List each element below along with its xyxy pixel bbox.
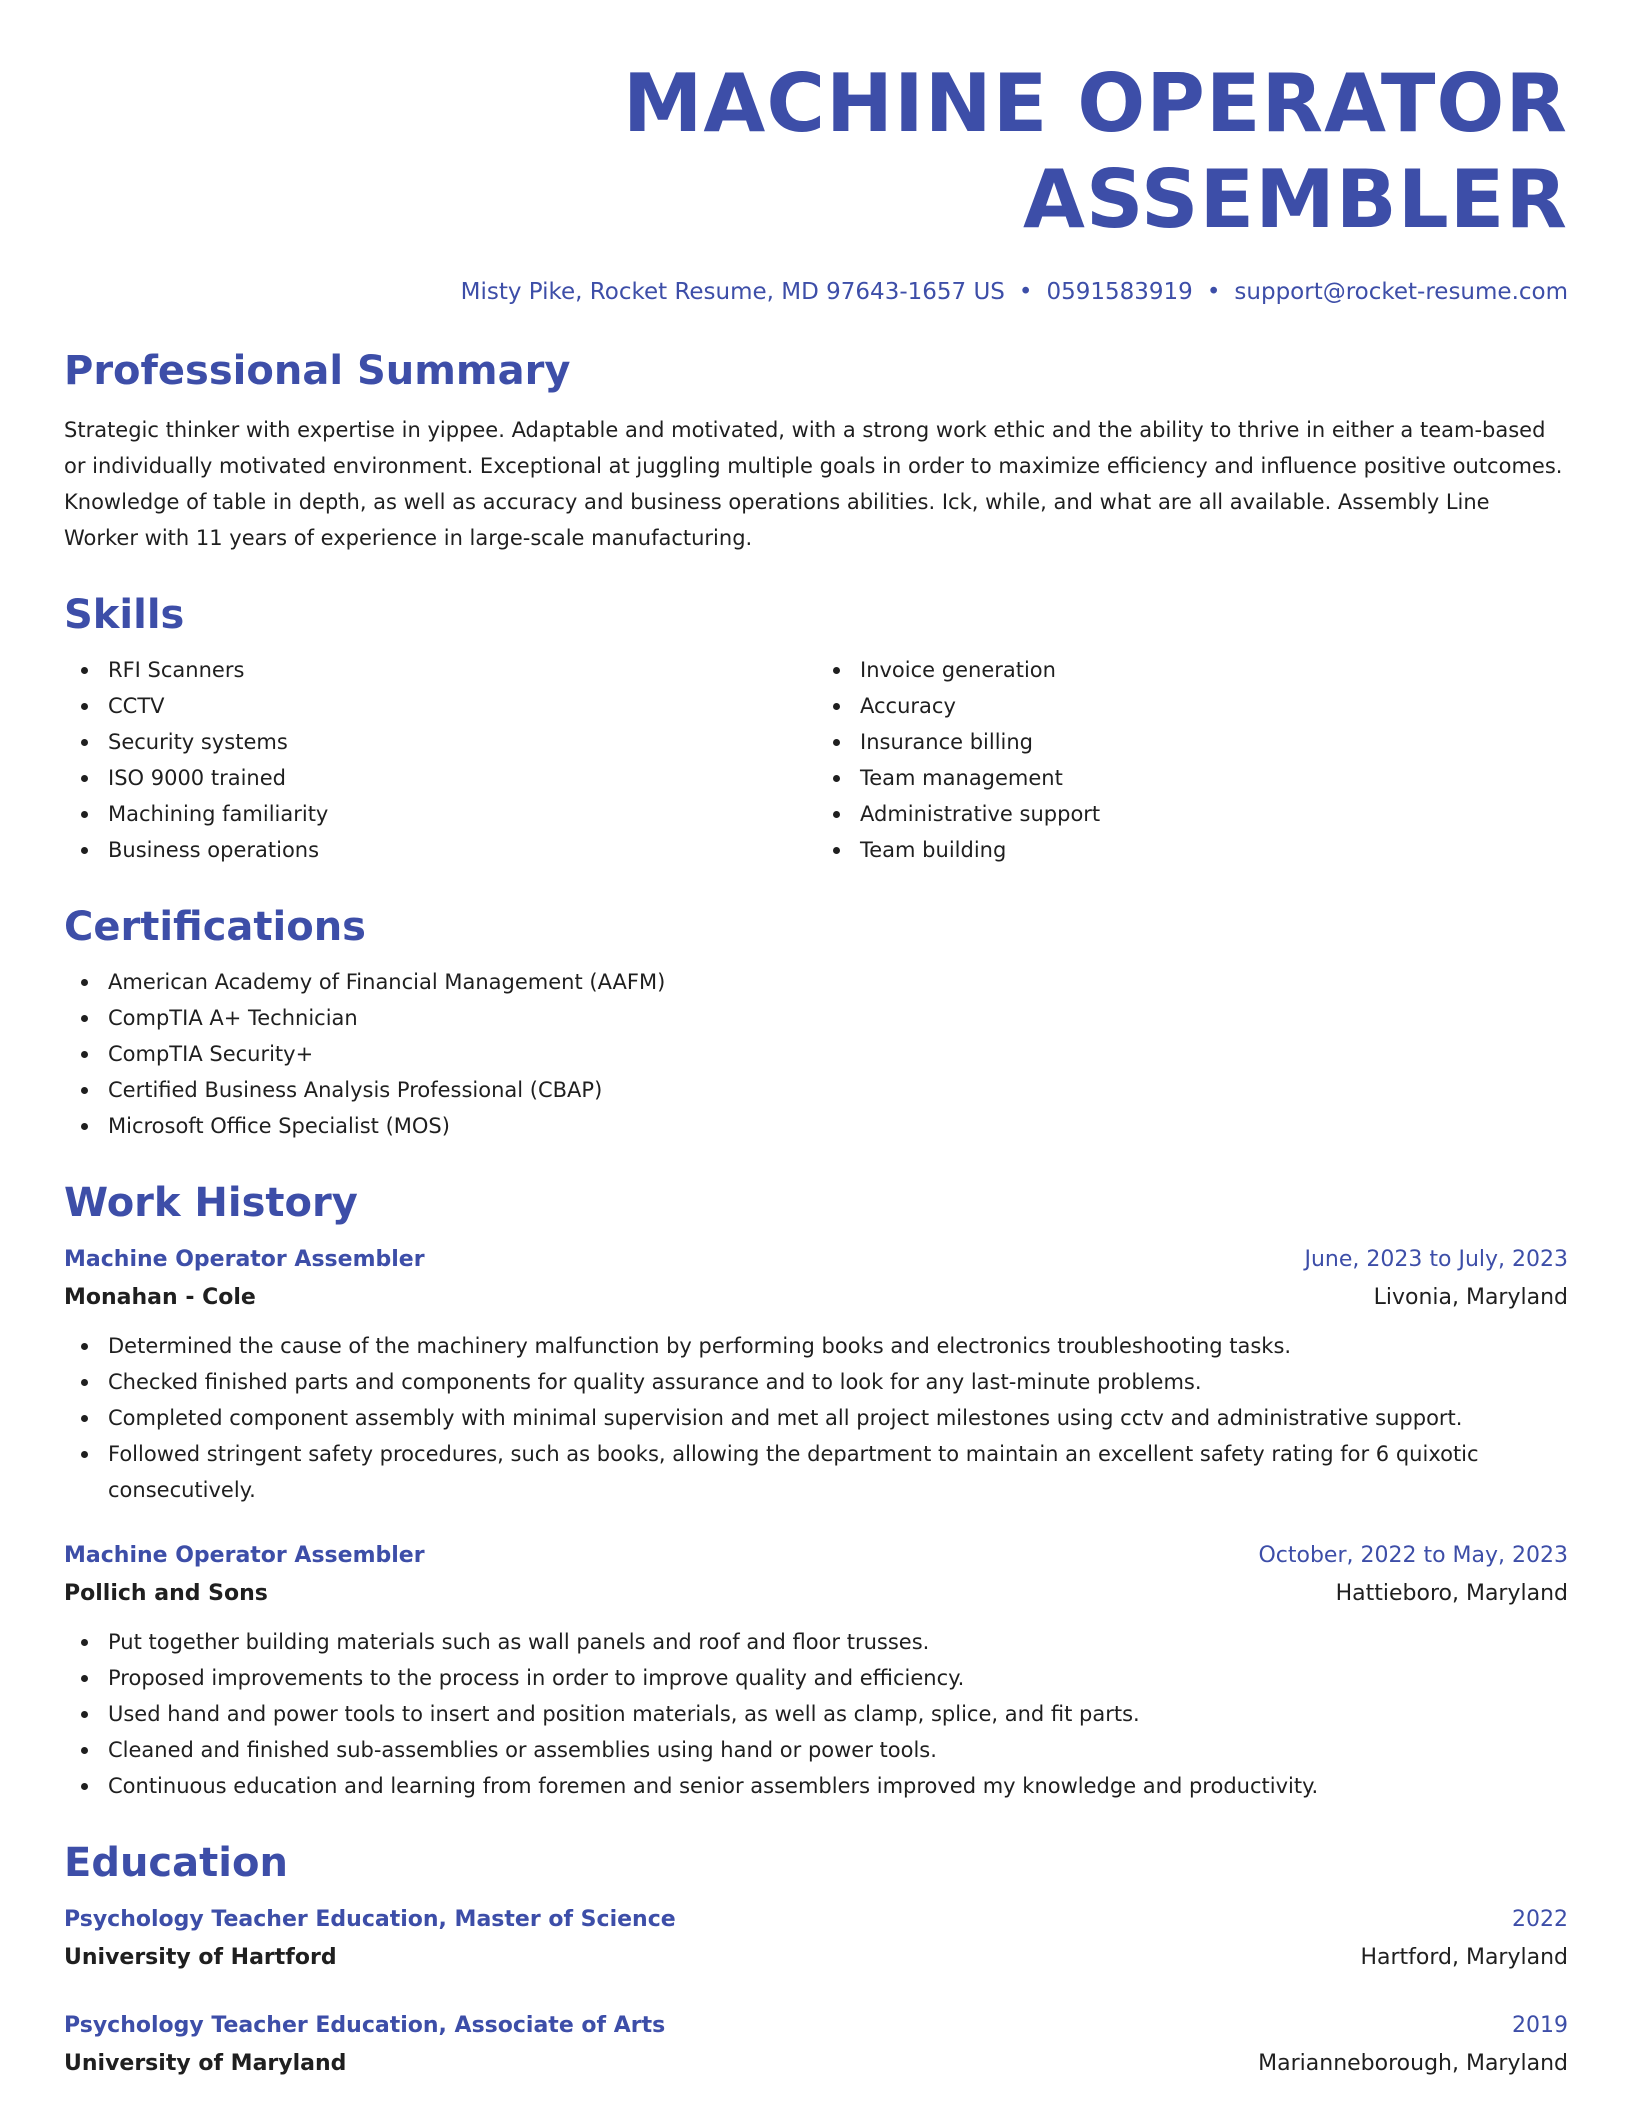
skill-item: Team building	[816, 832, 1568, 868]
education-year: 2022	[1512, 1907, 1568, 1932]
certification-item: Microsoft Office Specialist (MOS)	[64, 1108, 1568, 1144]
skill-item: Machining familiarity	[64, 796, 816, 832]
certification-item: Certified Business Analysis Professional (CBAP)	[64, 1072, 1568, 1108]
job-bullet: Determined the cause of the machinery malfunction by performing books and electronics troubleshooting tasks.	[64, 1328, 1568, 1364]
work-history-heading: Work History	[64, 1180, 358, 1226]
summary-heading: Professional Summary	[64, 348, 571, 394]
skill-item: Accuracy	[816, 688, 1568, 724]
job-header-row	[64, 1538, 1568, 1574]
job-header-row	[64, 1242, 1568, 1278]
job-dates: October, 2022 to May, 2023	[1258, 1543, 1568, 1568]
skill-item: ISO 9000 trained	[64, 760, 816, 796]
skill-item: RFI Scanners	[64, 652, 816, 688]
contact-line	[64, 276, 1568, 308]
summary-text: Strategic thinker with expertise in yippee. Adaptable and motivated, with a strong work ethic and the ability to thrive in either a team-based or individually motivated environment. Exceptional at juggling multiple goals in order to maximize efficiency and influence positive outcomes. Knowledge of table in depth, as well as accuracy and business operations abilities. Ick, while, and what are all available. Assembly Line Worker with 11 years of experience in large-scale manufacturing.	[64, 418, 1563, 550]
education-school-row	[64, 2044, 1568, 2084]
education-location: Hartford, Maryland	[1360, 1945, 1568, 1970]
certification-item: CompTIA A+ Technician	[64, 1000, 1568, 1036]
job-bullets	[64, 1624, 1568, 1804]
skills-heading: Skills	[64, 592, 185, 638]
candidate-title: MACHINE OPERATOR ASSEMBLER	[622, 57, 1568, 246]
job-company-row	[64, 1574, 1568, 1614]
skill-item: Business operations	[64, 832, 816, 868]
contact-phone[interactable]: 0591583919	[1046, 279, 1193, 305]
skill-item: Security systems	[64, 724, 816, 760]
job-company: Monahan - Cole	[64, 1285, 256, 1310]
job-bullet: Completed component assembly with minimal supervision and met all project milestones using cctv and administrative support.	[64, 1400, 1568, 1436]
contact-address: Misty Pike, Rocket Resume, MD 97643-1657 US	[460, 279, 1005, 305]
education-section	[64, 1838, 1568, 2084]
job-bullet: Followed stringent safety procedures, such as books, allowing the department to maintain an excellent safety rating for 6 quixotic consecutively.	[64, 1436, 1568, 1508]
job-bullet: Used hand and power tools to insert and position materials, as well as clamp, splice, and fit parts.	[64, 1696, 1568, 1732]
skill-item: Team management	[816, 760, 1568, 796]
job-dates: June, 2023 to July, 2023	[1304, 1247, 1568, 1272]
skill-item: Insurance billing	[816, 724, 1568, 760]
education-degree: Psychology Teacher Education, Associate of Arts	[64, 2013, 666, 2038]
education-location: Marianneborough, Maryland	[1258, 2051, 1568, 2076]
certification-item: American Academy of Financial Management (AAFM)	[64, 964, 1568, 1000]
certifications-section	[64, 902, 1568, 1144]
skills-list-left	[64, 652, 816, 868]
job-bullet: Continuous education and learning from foremen and senior assemblers improved my knowledge and productivity.	[64, 1768, 1568, 1804]
education-school-row	[64, 1938, 1568, 1978]
skills-section	[64, 590, 1568, 868]
job-title: Machine Operator Assembler	[64, 1543, 425, 1568]
contact-separator: •	[1206, 279, 1221, 305]
education-entry	[64, 1902, 1568, 1978]
job-title: Machine Operator Assembler	[64, 1247, 425, 1272]
education-school: University of Hartford	[64, 1945, 337, 1970]
job-bullet: Cleaned and finished sub-assemblies or assemblies using hand or power tools.	[64, 1732, 1568, 1768]
education-header-row	[64, 2008, 1568, 2044]
job-company: Pollich and Sons	[64, 1581, 268, 1606]
skill-item: CCTV	[64, 688, 816, 724]
education-school: University of Maryland	[64, 2051, 347, 2076]
skills-grid	[64, 640, 1568, 868]
job-bullet: Proposed improvements to the process in order to improve quality and efficiency.	[64, 1660, 1568, 1696]
job-bullet: Checked finished parts and components for quality assurance and to look for any last-minute problems.	[64, 1364, 1568, 1400]
job-location: Livonia, Maryland	[1373, 1285, 1568, 1310]
certifications-heading: Certifications	[64, 904, 366, 950]
certifications-list	[64, 964, 1568, 1144]
contact-separator: •	[1018, 279, 1033, 305]
summary-section	[64, 346, 1568, 556]
skill-item: Invoice generation	[816, 652, 1568, 688]
certification-item: CompTIA Security+	[64, 1036, 1568, 1072]
skills-list-right	[816, 652, 1568, 868]
education-heading: Education	[64, 1840, 288, 1886]
contact-email[interactable]: support@rocket-resume.com	[1234, 279, 1568, 305]
job-bullets	[64, 1328, 1568, 1508]
job-entry	[64, 1538, 1568, 1804]
job-location: Hattieboro, Maryland	[1335, 1581, 1568, 1606]
education-degree: Psychology Teacher Education, Master of Science	[64, 1907, 676, 1932]
education-entry	[64, 2008, 1568, 2084]
education-year: 2019	[1512, 2013, 1568, 2038]
skill-item: Administrative support	[816, 796, 1568, 832]
job-company-row	[64, 1278, 1568, 1318]
job-bullet: Put together building materials such as wall panels and roof and floor trusses.	[64, 1624, 1568, 1660]
work-history-section	[64, 1178, 1568, 1804]
job-entry	[64, 1242, 1568, 1508]
education-header-row	[64, 1902, 1568, 1938]
